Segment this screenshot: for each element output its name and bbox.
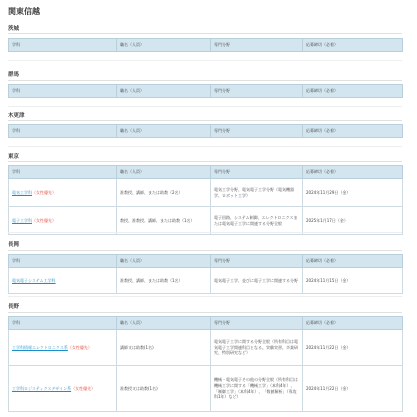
header-position: 職名（人員） (117, 85, 211, 98)
table-header-row (9, 166, 403, 179)
position-cell: 准教授、講師、または助教（2名） (117, 179, 211, 207)
female-priority-note: （女性優先） (32, 217, 56, 223)
header-position: 職名（人員） (117, 125, 211, 138)
section-separator (8, 60, 402, 61)
header-deadline: 応募締切（必着） (303, 166, 403, 179)
header-deadline: 応募締切（必着） (303, 317, 403, 330)
dept-cell (9, 268, 117, 294)
dept-link[interactable]: 電気工学科 (12, 189, 32, 195)
header-position: 職名（人員） (117, 39, 211, 52)
job-table-nagano (8, 316, 403, 412)
section-separator (8, 296, 402, 297)
region-divider (8, 80, 402, 81)
table-header-row (9, 317, 403, 330)
table-header-row (9, 85, 403, 98)
table-header-row (9, 125, 403, 138)
female-priority-note: （女性優先） (32, 189, 56, 195)
region-divider (8, 250, 402, 251)
header-field: 専門分野 (211, 317, 303, 330)
table-header-row (9, 255, 403, 268)
section-separator (8, 232, 402, 233)
table-row (9, 366, 403, 412)
dept-link[interactable]: 電気電子システム工学科 (12, 277, 56, 283)
header-deadline: 応募締切（必着） (303, 255, 403, 268)
header-position: 職名（人員） (117, 166, 211, 179)
position-cell: 准教授、講師、または助教（1名） (117, 268, 211, 294)
field-cell: 電気電子工学、並びに電子工学に関連する分野 (211, 268, 303, 294)
header-position: 職名（人員） (117, 255, 211, 268)
header-field: 専門分野 (211, 166, 303, 179)
header-dept: 学科 (9, 85, 117, 98)
header-field: 専門分野 (211, 255, 303, 268)
section-separator (8, 106, 402, 107)
job-table-gunma (8, 84, 403, 98)
header-dept: 学科 (9, 317, 117, 330)
region-heading-nagaoka: 長岡 (8, 242, 20, 248)
section-separator (8, 146, 402, 147)
header-field: 専門分野 (211, 85, 303, 98)
region-heading-nagano: 長野 (8, 304, 20, 310)
dept-cell (9, 207, 117, 235)
region-heading-ibaraki: 茨城 (8, 26, 20, 32)
region-divider (8, 33, 402, 34)
female-priority-note: （女性優先） (67, 344, 92, 350)
position-cell: 准教授又は助教(1名) (117, 366, 211, 412)
table-row (9, 330, 403, 366)
header-field: 専門分野 (211, 39, 303, 52)
dept-link[interactable]: 工学科情報エレクトロニクス系 (12, 344, 68, 350)
deadline-cell: 2024年11月29日（金） (303, 179, 403, 207)
job-table-kisarazu (8, 124, 403, 138)
header-deadline: 応募締切（必着） (303, 85, 403, 98)
table-header-row (9, 39, 403, 52)
table-row (9, 268, 403, 294)
header-dept: 学科 (9, 39, 117, 52)
dept-cell (9, 179, 117, 207)
deadline-cell: 2024年11月22日（金） (303, 366, 403, 412)
dept-link[interactable]: 工学科ロジスティクスデザイン系 (12, 385, 72, 391)
header-position: 職名（人員） (117, 317, 211, 330)
job-table-tokyo (8, 165, 403, 235)
page-title: 関東信越 (8, 7, 40, 16)
region-divider (8, 161, 402, 162)
field-cell: 電子回路、システム制御、エレクトロニクスまたは電気電子工学に関連する分野全般 (211, 207, 303, 235)
field-cell: 電気工学分野、電気電子工学分野（電気機器学、ロボット工学） (211, 179, 303, 207)
dept-cell (9, 330, 117, 366)
table-row (9, 207, 403, 235)
dept-cell (9, 366, 117, 412)
deadline-cell: 2024年11月22日（金） (303, 330, 403, 366)
deadline-cell: 2025年1月17日（金） (303, 207, 403, 235)
dept-link[interactable]: 電子工学科 (12, 217, 32, 223)
region-divider (8, 312, 402, 313)
header-deadline: 応募締切（必着） (303, 39, 403, 52)
position-cell: 教授、准教授、講師、または助教（1名） (117, 207, 211, 235)
job-table-ibaraki (8, 38, 403, 52)
region-heading-tokyo: 東京 (8, 154, 20, 160)
position-cell: 講師又は助教(1名) (117, 330, 211, 366)
female-priority-note: （女性優先） (71, 385, 96, 391)
header-dept: 学科 (9, 166, 117, 179)
field-cell: 機械・電気電子その他の分野全般（所有科目は機械工学に関する「機械工学」（本科4年）、「制御工学」（本科4年）、「数値解析」（専攻科1年）など） (211, 366, 303, 412)
header-dept: 学科 (9, 255, 117, 268)
deadline-cell: 2024年11月15日（金） (303, 268, 403, 294)
job-table-nagaoka (8, 254, 403, 294)
region-divider (8, 120, 402, 121)
header-field: 専門分野 (211, 125, 303, 138)
region-heading-kisarazu: 木更津 (8, 113, 25, 119)
field-cell: 電気電子工学に関する分野全般（所有科目は電気電子工学関連科目となる。実験実習、卒業研究、特別研究など） (211, 330, 303, 366)
header-deadline: 応募締切（必着） (303, 125, 403, 138)
table-row (9, 179, 403, 207)
header-dept: 学科 (9, 125, 117, 138)
region-heading-gunma: 群馬 (8, 72, 20, 78)
